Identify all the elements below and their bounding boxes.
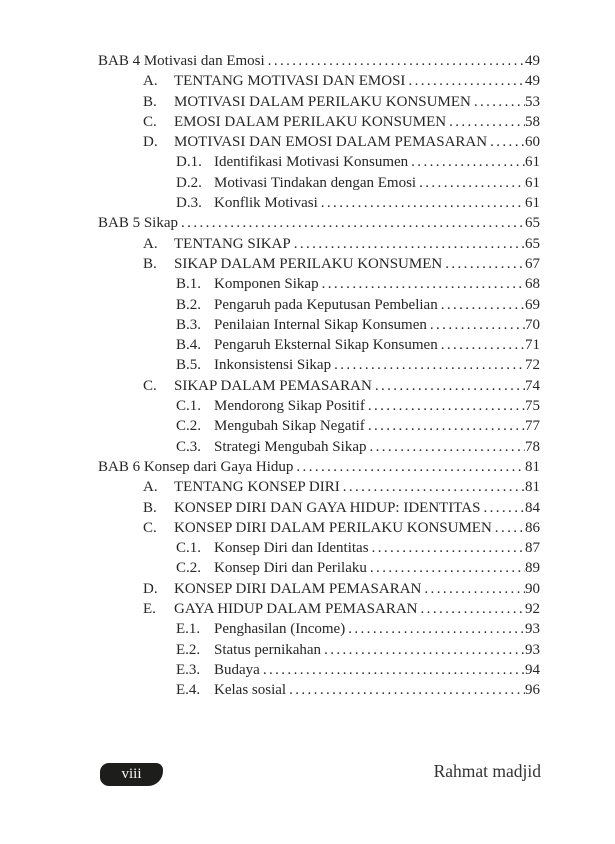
dot-leader: [438, 295, 525, 315]
toc-entry-page: 49: [525, 73, 540, 90]
toc-entry[interactable]: [98, 579, 540, 599]
dot-leader: [291, 234, 525, 254]
dot-leader: [365, 396, 525, 416]
toc-entry-marker: A.: [143, 479, 158, 496]
toc-entry-label: BAB 6 Konsep dari Gaya Hidup: [98, 458, 294, 475]
toc-entry-label: TENTANG SIKAP: [174, 235, 291, 252]
toc-entry-marker: D.2.: [176, 174, 202, 191]
toc-entry-label: Penilaian Internal Sikap Konsumen: [214, 316, 427, 333]
dot-leader: [345, 619, 525, 639]
dot-leader: [286, 680, 525, 700]
toc-entry-label: KONSEP DIRI DALAM PEMASARAN: [174, 580, 422, 597]
dot-leader: [372, 376, 525, 396]
toc-entry[interactable]: [98, 599, 540, 619]
toc-entry[interactable]: [98, 173, 540, 193]
toc-entry[interactable]: [98, 274, 540, 294]
toc-entry-label: Konsep Diri dan Identitas: [214, 540, 369, 557]
toc-entry-label: Konflik Motivasi: [214, 195, 318, 212]
toc-entry-page: 74: [525, 377, 540, 394]
toc-entry-page: 77: [525, 418, 540, 435]
dot-leader: [416, 173, 525, 193]
dot-leader: [418, 599, 525, 619]
toc-entry-label: Kelas sosial: [214, 682, 287, 699]
toc-entry-marker: D.1.: [176, 154, 202, 171]
dot-leader: [480, 498, 525, 518]
toc-entry-marker: C.3.: [176, 438, 202, 455]
dot-leader: [321, 640, 525, 660]
dot-leader: [340, 477, 525, 497]
toc-entry-label: Pengaruh Eksternal Sikap Konsumen: [214, 337, 438, 354]
toc-entry-label: GAYA HIDUP DALAM PEMASARAN: [174, 601, 418, 618]
toc-entry-marker: D.: [143, 580, 158, 597]
toc-entry-label: SIKAP DALAM PERILAKU KONSUMEN: [174, 255, 443, 272]
toc-entry-marker: B.4.: [176, 337, 202, 354]
toc-entry-marker: B.5.: [176, 357, 202, 374]
toc-entry-page: 96: [525, 682, 540, 699]
toc-entry-label: Penghasilan (Income): [214, 621, 346, 638]
toc-entry-marker: E.4.: [176, 682, 201, 699]
toc-entry-label: Komponen Sikap: [214, 276, 319, 293]
toc-entry-marker: E.3.: [176, 661, 201, 678]
dot-leader: [471, 92, 525, 112]
toc-entry-label: MOTIVASI DALAM PERILAKU KONSUMEN: [174, 93, 471, 110]
toc-entry-page: 93: [525, 621, 540, 638]
toc-entry-page: 68: [525, 276, 540, 293]
toc-entry[interactable]: [98, 376, 540, 396]
toc-entry-page: 84: [525, 499, 540, 516]
dot-leader: [366, 437, 525, 457]
toc-entry-page: 86: [525, 519, 540, 536]
dot-leader: [319, 274, 525, 294]
dot-leader: [265, 51, 525, 71]
toc-entry-page: 65: [525, 215, 540, 232]
toc-entry-page: 78: [525, 438, 540, 455]
toc-entry-page: 93: [525, 641, 540, 658]
toc-entry-marker: C.2.: [176, 418, 202, 435]
toc-entry-label: Strategi Mengubah Sikap: [214, 438, 367, 455]
table-of-contents: [98, 51, 540, 701]
toc-entry-marker: B.: [143, 93, 157, 110]
toc-entry-page: 69: [525, 296, 540, 313]
dot-leader: [260, 660, 525, 680]
toc-entry[interactable]: [98, 112, 540, 132]
toc-entry-label: Mengubah Sikap Negatif: [214, 418, 365, 435]
dot-leader: [408, 152, 525, 172]
toc-entry-label: Inkonsistensi Sikap: [214, 357, 332, 374]
toc-entry[interactable]: [98, 51, 540, 71]
toc-entry[interactable]: [98, 619, 540, 639]
toc-entry[interactable]: [98, 92, 540, 112]
toc-entry[interactable]: [98, 295, 540, 315]
toc-entry-label: TENTANG KONSEP DIRI: [174, 479, 340, 496]
toc-entry[interactable]: [98, 152, 540, 172]
toc-entry-page: 90: [525, 580, 540, 597]
toc-entry-label: BAB 4 Motivasi dan Emosi: [98, 53, 265, 69]
dot-leader: [405, 71, 525, 91]
author-name: Rahmat madjid: [433, 761, 541, 781]
toc-entry-page: 58: [525, 113, 540, 130]
dot-leader: [365, 416, 525, 436]
toc-entry-marker: E.: [143, 601, 156, 618]
toc-entry-page: 75: [525, 398, 540, 415]
dot-leader: [442, 254, 525, 274]
toc-entry-page: 89: [525, 560, 540, 577]
toc-entry-page: 61: [525, 195, 540, 212]
dot-leader: [331, 355, 525, 375]
toc-entry[interactable]: [98, 355, 540, 375]
dot-leader: [421, 579, 525, 599]
toc-entry-marker: B.1.: [176, 276, 202, 293]
toc-entry-page: 65: [525, 235, 540, 252]
dot-leader: [178, 213, 525, 233]
page-number-badge: [100, 763, 163, 786]
toc-entry-marker: A.: [143, 235, 158, 252]
toc-entry-marker: E.2.: [176, 641, 201, 658]
toc-entry-page: 87: [525, 540, 540, 557]
toc-entry-page: 61: [525, 174, 540, 191]
toc-entry[interactable]: [98, 396, 540, 416]
toc-entry[interactable]: [98, 640, 540, 660]
toc-entry[interactable]: [98, 234, 540, 254]
toc-entry-page: 81: [525, 458, 540, 475]
page-number-label: viii: [121, 766, 142, 782]
toc-entry-label: Budaya: [214, 661, 260, 678]
toc-entry-label: KONSEP DIRI DAN GAYA HIDUP: IDENTITAS: [174, 499, 481, 516]
toc-entry[interactable]: [98, 518, 540, 538]
toc-entry-label: EMOSI DALAM PERILAKU KONSUMEN: [174, 113, 447, 130]
toc-entry-page: 53: [525, 93, 540, 110]
toc-entry[interactable]: [98, 498, 540, 518]
dot-leader: [318, 193, 525, 213]
toc-entry-marker: C.2.: [176, 560, 202, 577]
toc-entry[interactable]: [98, 660, 540, 680]
toc-entry-page: 60: [525, 134, 540, 151]
dot-leader: [367, 558, 525, 578]
toc-entry[interactable]: [98, 213, 540, 233]
toc-entry[interactable]: [98, 193, 540, 213]
toc-entry-marker: B.3.: [176, 316, 202, 333]
dot-leader: [369, 538, 525, 558]
dot-leader: [446, 112, 525, 132]
toc-entry-label: SIKAP DALAM PEMASARAN: [174, 377, 372, 394]
toc-entry[interactable]: [98, 680, 540, 700]
toc-entry[interactable]: [98, 558, 540, 578]
toc-entry-marker: E.1.: [176, 621, 201, 638]
toc-entry-page: 70: [525, 316, 540, 333]
toc-entry-page: 71: [525, 337, 540, 354]
toc-entry-label: Pengaruh pada Keputusan Pembelian: [214, 296, 438, 313]
toc-entry[interactable]: [98, 457, 540, 477]
toc-entry-marker: A.: [143, 73, 158, 90]
toc-entry[interactable]: [98, 132, 540, 152]
toc-entry-label: MOTIVASI DAN EMOSI DALAM PEMASARAN: [174, 134, 488, 151]
toc-entry-label: Konsep Diri dan Perilaku: [214, 560, 367, 577]
toc-entry-marker: B.: [143, 255, 157, 272]
toc-entry[interactable]: [98, 437, 540, 457]
toc-entry[interactable]: [98, 477, 540, 497]
toc-entry-label: Status pernikahan: [214, 641, 322, 658]
toc-entry-page: 61: [525, 154, 540, 171]
toc-entry[interactable]: [98, 71, 540, 91]
toc-entry-label: Mendorong Sikap Positif: [214, 398, 365, 415]
toc-entry-marker: C.1.: [176, 398, 202, 415]
toc-entry-page: 49: [525, 53, 540, 69]
toc-entry[interactable]: [98, 335, 540, 355]
toc-entry[interactable]: [98, 315, 540, 335]
toc-entry-marker: C.: [143, 113, 157, 130]
toc-entry-marker: B.2.: [176, 296, 202, 313]
toc-entry-page: 94: [525, 661, 540, 678]
toc-entry-page: 67: [525, 255, 540, 272]
toc-entry-label: TENTANG MOTIVASI DAN EMOSI: [174, 73, 406, 90]
toc-entry-marker: C.: [143, 377, 157, 394]
toc-entry[interactable]: [98, 416, 540, 436]
toc-entry-marker: C.: [143, 519, 157, 536]
toc-entry-label: BAB 5 Sikap: [98, 215, 179, 232]
dot-leader: [427, 315, 525, 335]
toc-entry-page: 92: [525, 601, 540, 618]
toc-entry-marker: D.: [143, 134, 158, 151]
dot-leader: [293, 457, 525, 477]
toc-entry-page: 72: [525, 357, 540, 374]
toc-entry-marker: D.3.: [176, 195, 202, 212]
toc-entry-label: Motivasi Tindakan dengan Emosi: [214, 174, 417, 191]
toc-entry-label: Identifikasi Motivasi Konsumen: [214, 154, 409, 171]
toc-entry-page: 81: [525, 479, 540, 496]
toc-entry[interactable]: [98, 538, 540, 558]
dot-leader: [487, 132, 525, 152]
toc-entry-marker: C.1.: [176, 540, 202, 557]
toc-entry[interactable]: [98, 254, 540, 274]
dot-leader: [492, 518, 525, 538]
toc-entry-label: KONSEP DIRI DALAM PERILAKU KONSUMEN: [174, 519, 492, 536]
toc-entry-marker: B.: [143, 499, 157, 516]
dot-leader: [438, 335, 525, 355]
